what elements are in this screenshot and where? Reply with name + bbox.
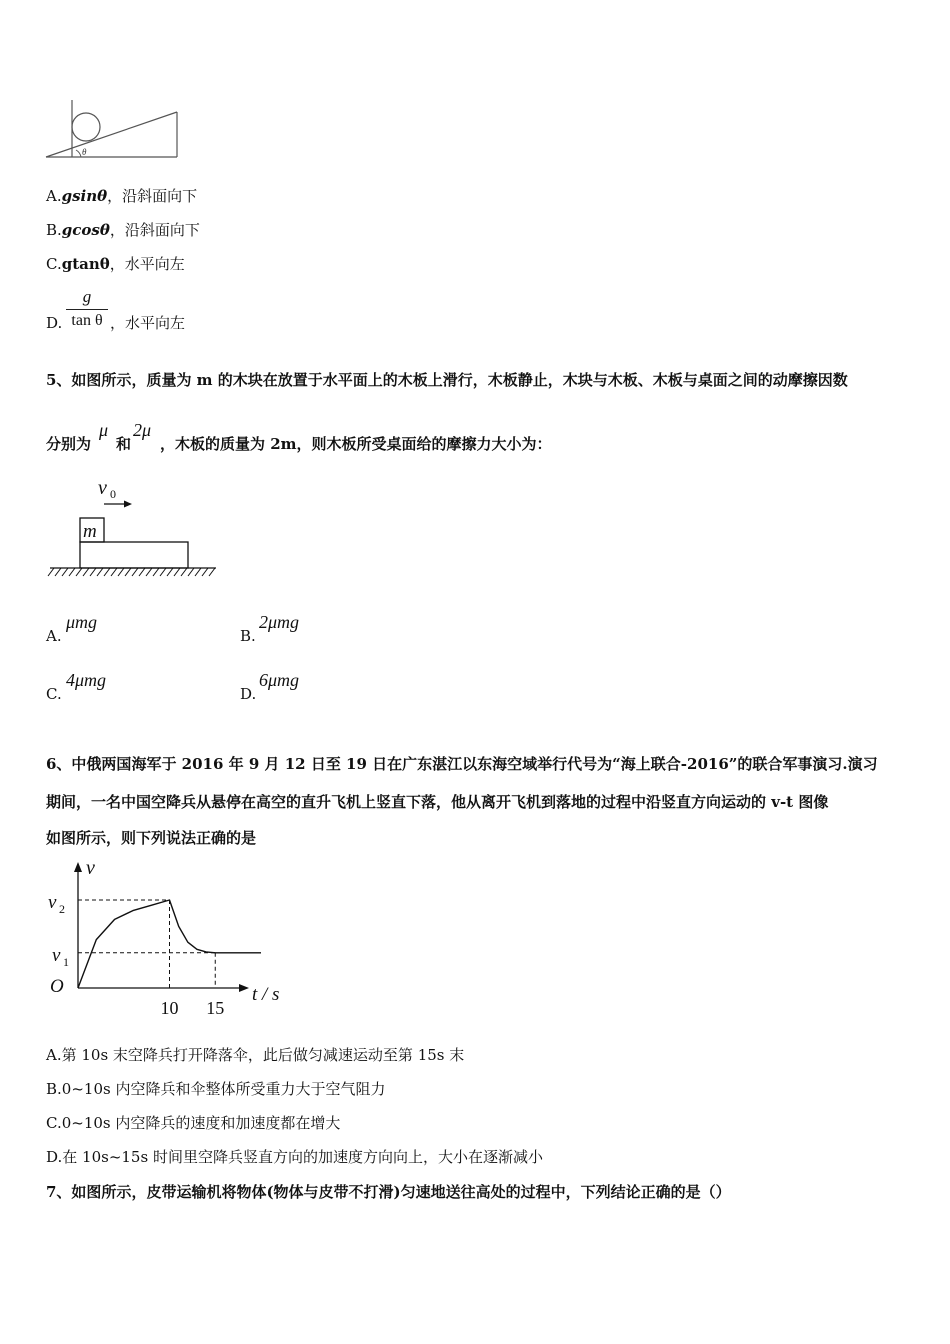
two-mu-symbol: 2μ (133, 420, 152, 440)
ground-hatch (125, 568, 131, 576)
q6-stem-line1: 6、中俄两国海军于 2016 年 9 月 12 日至 19 日在广东湛江以东海空域举行代号为“海上联合-2016”的联合军事演习.演习 (46, 755, 878, 773)
fraction-bar (66, 309, 108, 310)
ground-hatch (139, 568, 145, 576)
q7-stem-line1: 7、如图所示，皮带运输机将物体(物体与皮带不打滑)匀速地送往高处的过程中，下列结论正确的是（） (46, 1183, 731, 1201)
x-axis-arrow (239, 984, 249, 992)
ground-hatch (174, 568, 180, 576)
ground-hatch (111, 568, 117, 576)
ground-hatch (202, 568, 208, 576)
q6-option-a[interactable]: A.第 10s 末空降兵打开降落伞，此后做匀减速运动至第 15s 末 (46, 1046, 465, 1064)
y-tick-sub-v2: 2 (59, 902, 65, 916)
ground-hatch (97, 568, 103, 576)
y-axis-arrow (74, 862, 82, 872)
origin-label: O (50, 976, 64, 997)
ground-hatch (167, 568, 173, 576)
ground-hatch (132, 568, 138, 576)
q6-option-c[interactable]: C.0~10s 内空降兵的速度和加速度都在增大 (46, 1114, 341, 1132)
ground-hatch (55, 568, 61, 576)
vt-chart (40, 852, 290, 1022)
velocity-subscript: 0 (110, 487, 116, 501)
ground-hatch (48, 568, 54, 576)
q4-option-b[interactable]: B.gcosθ，沿斜面向下 (46, 221, 200, 239)
q6-option-b[interactable]: B.0~10s 内空降兵和伞整体所受重力大于空气阻力 (46, 1080, 386, 1098)
block-board-figure (44, 472, 224, 582)
incline-figure (40, 95, 185, 165)
ground-hatch (69, 568, 75, 576)
ground-hatch (153, 568, 159, 576)
fraction-numerator: g (82, 287, 92, 306)
fraction-denominator: tan θ (71, 312, 103, 329)
velocity-label: v (98, 477, 107, 499)
ground-hatch (160, 568, 166, 576)
y-tick-sub-v1: 1 (63, 954, 69, 969)
y-tick-label-v2: v (48, 892, 57, 913)
ground-hatch (90, 568, 96, 576)
q6-stem-line2: 期间，一名中国空降兵从悬停在高空的直升飞机上竖直下落，他从离开飞机到落地的过程中沿竖直方向运动的 v-t 图像 (46, 793, 829, 811)
ground-hatch (188, 568, 194, 576)
ground-hatch (195, 568, 201, 576)
ground-hatch (104, 568, 110, 576)
ground-hatch (62, 568, 68, 576)
ball (72, 113, 100, 141)
q5-stem-line1: 5、如图所示，质量为 m 的木块在放置于水平面上的木板上滑行，木板静止，木块与木板、木板与桌面之间的动摩擦因数 (46, 371, 848, 389)
y-tick-label-v1: v (52, 944, 61, 966)
x-tick-label-10: 10 (160, 998, 179, 1018)
ground-hatch (118, 568, 124, 576)
ground-hatch (209, 568, 215, 576)
q6-option-d[interactable]: D.在 10s~15s 时间里空降兵竖直方向的加速度方向向上，大小在逐渐减小 (46, 1148, 543, 1166)
q4-option-a[interactable]: A.gsinθ，沿斜面向下 (46, 187, 198, 205)
board (80, 542, 188, 568)
ground-hatch (83, 568, 89, 576)
ground-hatch (76, 568, 82, 576)
y-axis-label: v (86, 857, 95, 879)
mu-symbol: μ (99, 420, 109, 440)
x-tick-label-15: 15 (206, 998, 225, 1018)
q6-stem-line3: 如图所示，则下列说法正确的是 (46, 829, 257, 847)
q4-option-c[interactable]: C.gtanθ，水平向左 (46, 255, 185, 273)
x-axis-label: t / s (252, 984, 280, 1005)
ground-hatch (181, 568, 187, 576)
ground-hatch (146, 568, 152, 576)
angle-label: θ (82, 147, 87, 157)
block-label: m (83, 521, 97, 542)
